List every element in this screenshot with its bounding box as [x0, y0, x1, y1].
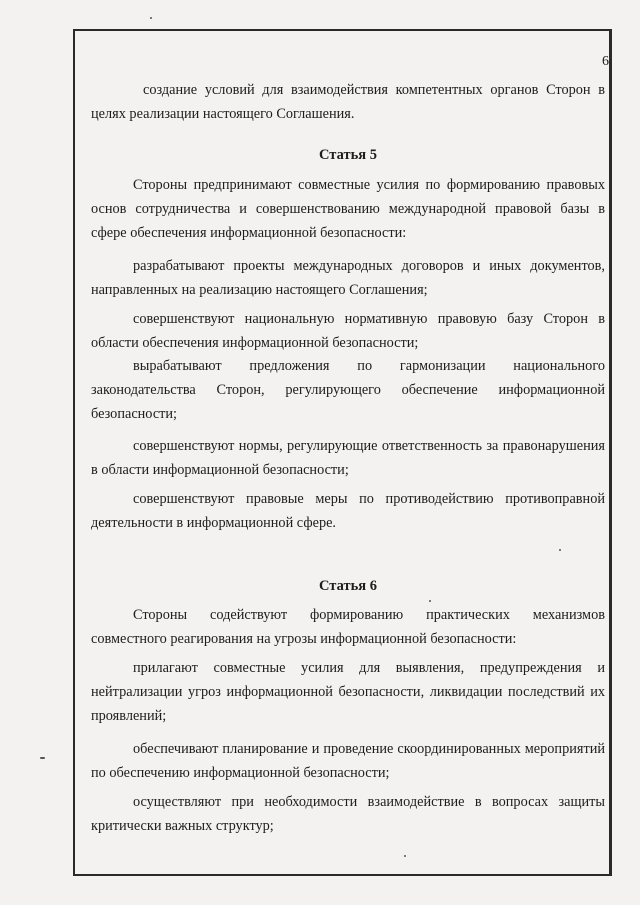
scan-speck: [150, 17, 152, 19]
article-5-item-2: совершенствуют национальную нормативную правовую базу Сторон в области обеспечения информационной безопасности;: [91, 311, 605, 351]
article-5-item-4: совершенствуют нормы, регулирующие ответственность за правонарушения в области информационной безопасности;: [91, 438, 605, 478]
article-5-item-3: вырабатывают предложения по гармонизации национального законодательства Сторон, регулирующего обеспечение информационной безопасности;: [91, 358, 605, 422]
article-6-heading: Статья 6: [319, 578, 377, 594]
page-number: 6: [602, 54, 609, 69]
article-5-item-1: разрабатывают проекты международных договоров и иных документов, направленных на реализацию настоящего Соглашения;: [91, 258, 605, 298]
article-6-item-3: осуществляют при необходимости взаимодействие в вопросах защиты критически важных структур;: [91, 794, 605, 834]
article-6-item-2: обеспечивают планирование и проведение скоординированных мероприятий по обеспечению информационной безопасности;: [91, 741, 605, 781]
continuation-paragraph: создание условий для взаимодействия компетентных органов Сторон в целях реализации настоящего Соглашения.: [91, 82, 605, 122]
scan-speck: [40, 757, 45, 759]
article-6-intro: Стороны содействуют формированию практических механизмов совместного реагирования на угрозы информационной безопасности:: [91, 607, 605, 647]
article-5-heading: Статья 5: [319, 147, 377, 163]
article-6-item-1: прилагают совместные усилия для выявления, предупреждения и нейтрализации угроз информационной безопасности, ликвидации последствий их проявлений;: [91, 660, 605, 724]
scan-speck: [404, 855, 406, 857]
article-5-intro: Стороны предпринимают совместные усилия по формированию правовых основ сотрудничества и совершенствованию международной правовой базы в сфере обеспечения информационной безопасности:: [91, 177, 605, 241]
scan-speck: [559, 549, 561, 551]
scan-speck: [429, 600, 431, 602]
article-5-item-5: совершенствуют правовые меры по противодействию противоправной деятельности в информационной сфере.: [91, 491, 605, 531]
